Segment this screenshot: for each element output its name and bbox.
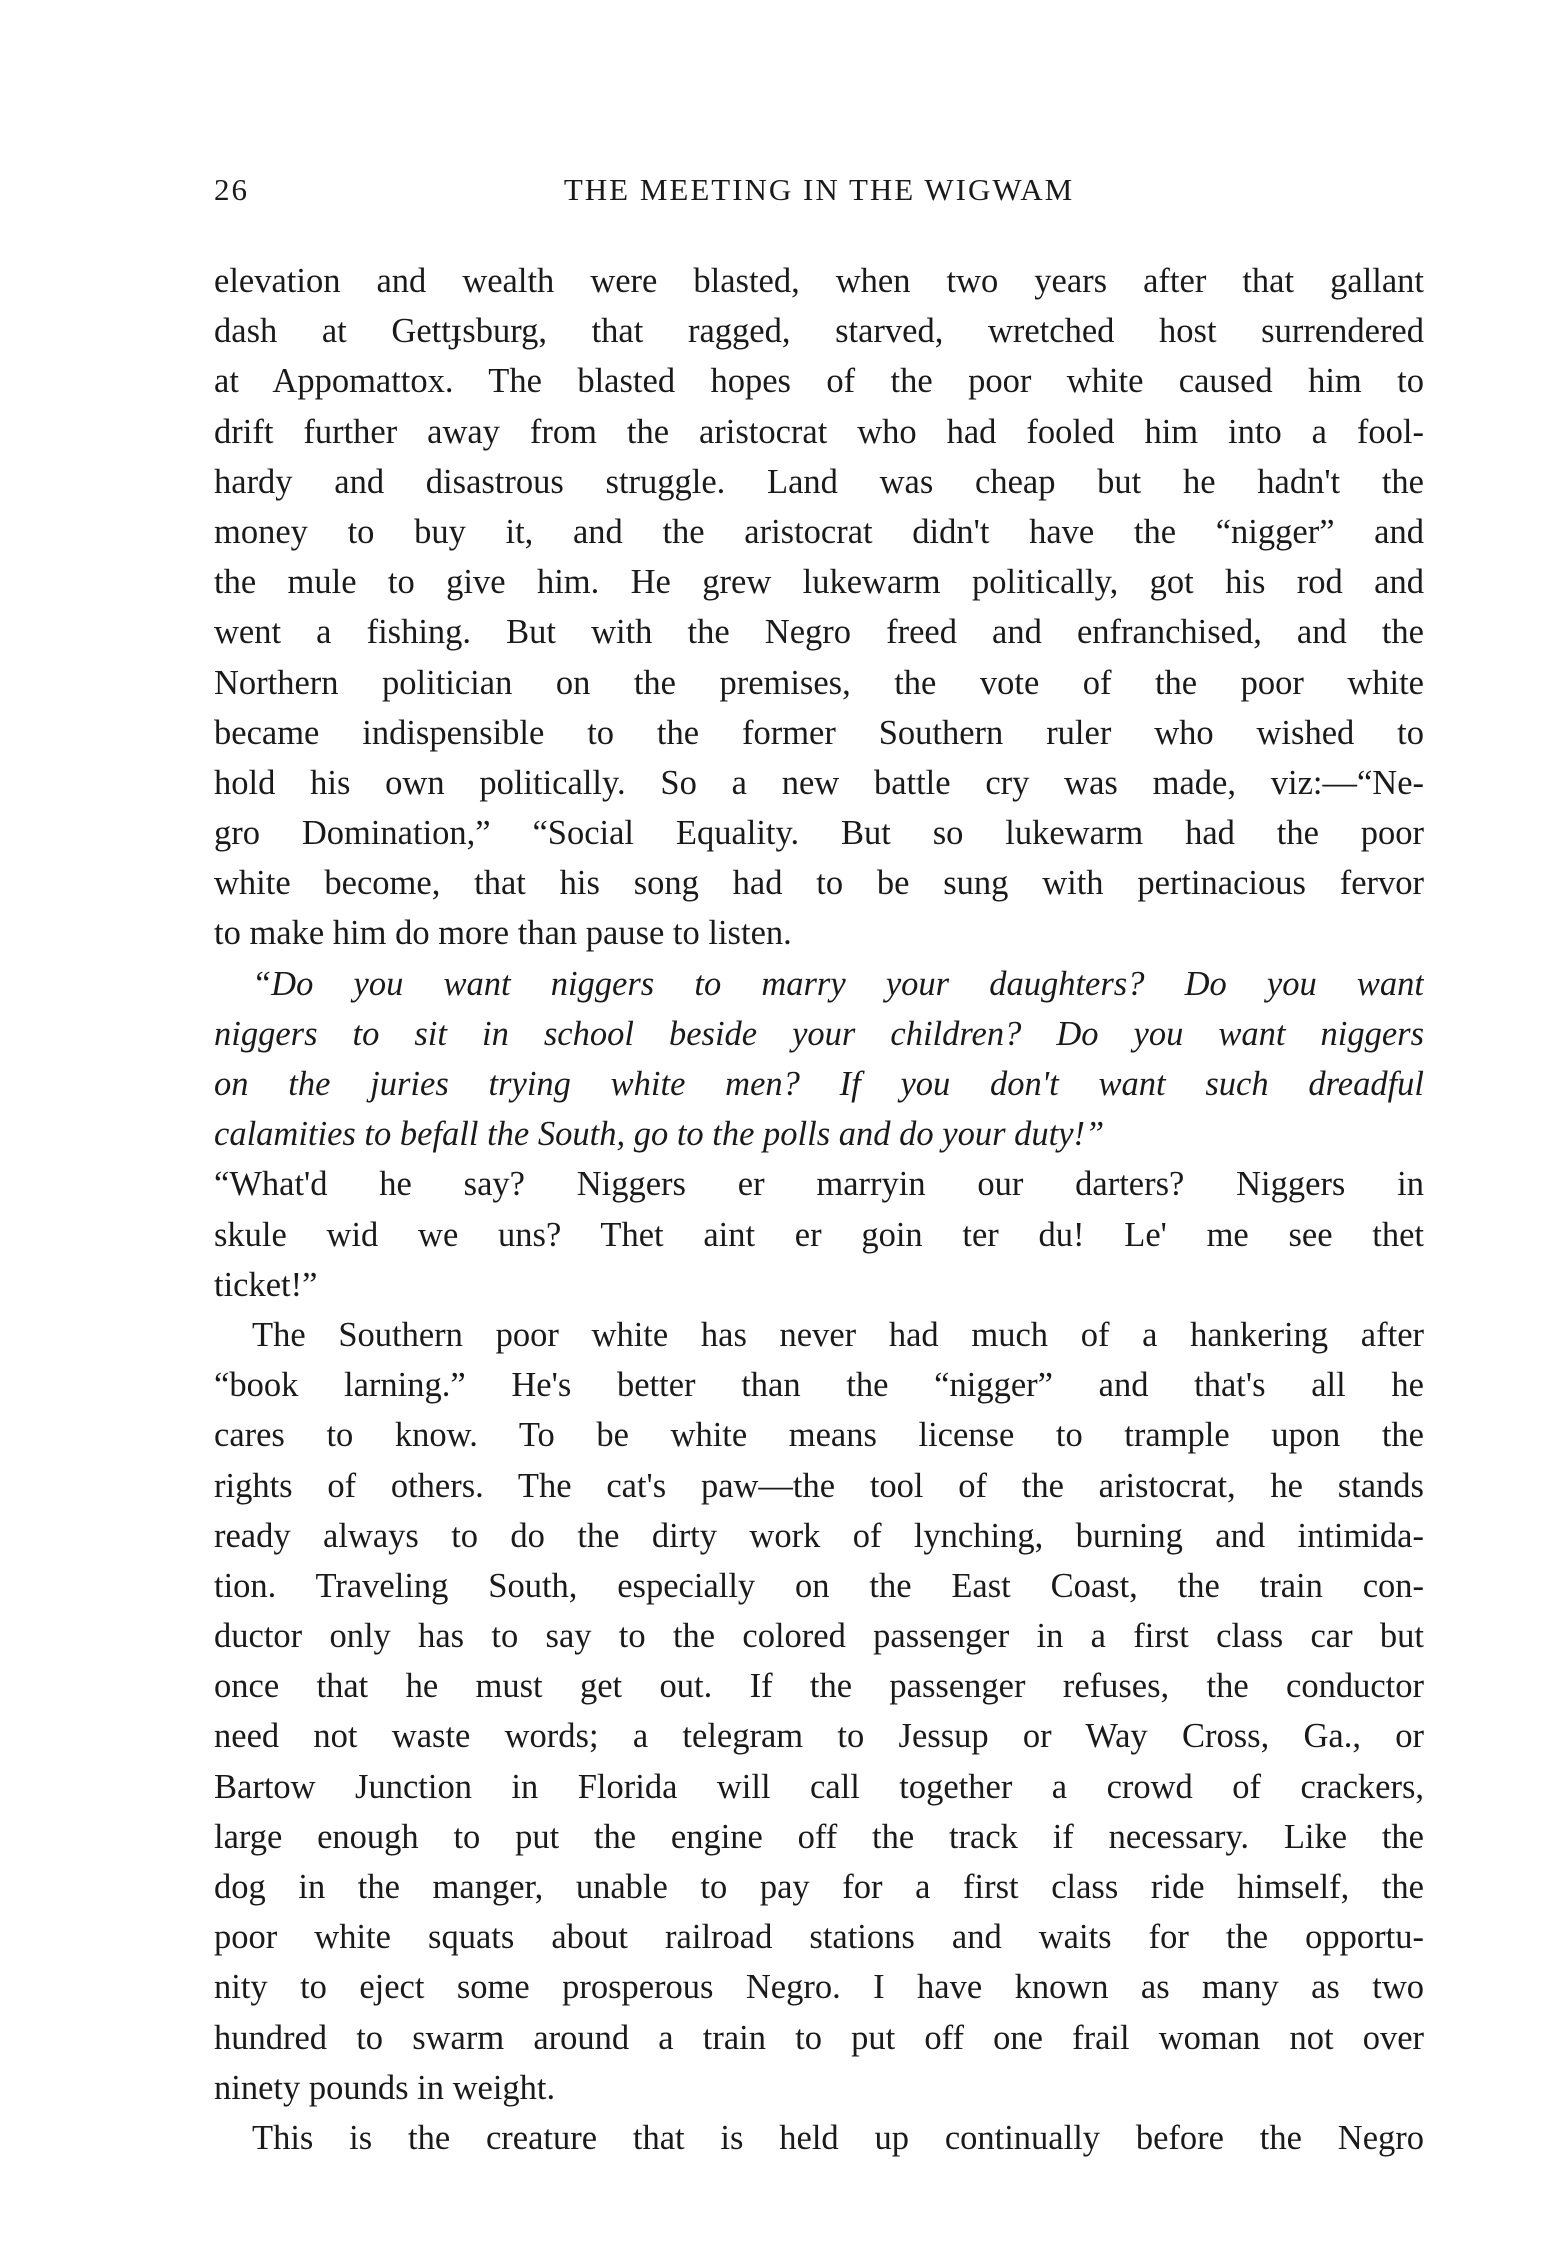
paragraph <box>214 1159 1424 1310</box>
paragraph <box>214 256 1424 959</box>
text-line: skule wid we uns? Thet aint er goin ter du! Le' me see thet <box>214 1215 1424 1254</box>
text-line: need not waste words; a telegram to Jessup or Way Cross, Ga., or <box>214 1717 1424 1756</box>
text-line: hardy and disastrous struggle. Land was cheap but he hadn't the <box>214 462 1424 501</box>
text-line: hold his own politically. So a new battle cry was made, viz:—“Ne- <box>214 763 1424 802</box>
text-line: large enough to put the engine off the track if necessary. Like the <box>214 1817 1424 1856</box>
paragraph <box>214 2113 1424 2163</box>
text-line: drift further away from the aristocrat who had fooled him into a fool- <box>214 412 1424 451</box>
running-title: THE MEETING IN THE WIGWAM <box>563 172 1075 207</box>
page-number: 26 <box>214 172 249 207</box>
text-line: ductor only has to say to the colored passenger in a first class car but <box>214 1617 1424 1656</box>
text-line: “What'd he say? Niggers er marryin our darters? Niggers in <box>214 1165 1424 1204</box>
text-line: poor white squats about railroad stations and waits for the opportu- <box>214 1918 1424 1957</box>
text-line: to make him do more than pause to listen. <box>214 914 792 953</box>
text-line: tion. Traveling South, especially on the East Coast, the train con- <box>214 1566 1424 1605</box>
text-line: calamities to befall the South, go to the polls and do your duty!” <box>214 1115 1105 1154</box>
text-line: the mule to give him. He grew lukewarm politically, got his rod and <box>214 563 1424 602</box>
text-line: white become, that his song had to be sung with pertinacious fervor <box>214 864 1424 903</box>
text-line: “book larning.” He's better than the “nigger” and that's all he <box>214 1366 1424 1405</box>
page-header <box>214 172 1424 216</box>
text-line: gro Domination,” “Social Equality. But so lukewarm had the poor <box>214 814 1424 853</box>
paragraph <box>214 959 1424 1160</box>
text-line: The Southern poor white has never had much of a hankering after <box>252 1315 1424 1354</box>
text-line: hundred to swarm around a train to put off one frail woman not over <box>214 2018 1424 2057</box>
text-line: niggers to sit in school beside your children? Do you want niggers <box>214 1014 1424 1053</box>
text-line: became indispensible to the former Southern ruler who wished to <box>214 713 1424 752</box>
text-line: went a fishing. But with the Negro freed and enfranchised, and the <box>214 613 1424 652</box>
paragraph <box>214 1310 1424 2113</box>
text-line: rights of others. The cat's paw—the tool of the aristocrat, he stands <box>214 1466 1424 1505</box>
text-line: on the juries trying white men? If you don't want such dreadful <box>214 1065 1424 1103</box>
text-line: cares to know. To be white means license to trample upon the <box>214 1416 1424 1455</box>
text-line: dog in the manger, unable to pay for a first class ride himself, the <box>214 1868 1424 1906</box>
text-line: nity to eject some prosperous Negro. I have known as many as two <box>214 1968 1424 2007</box>
text-line: Northern politician on the premises, the vote of the poor white <box>214 663 1424 702</box>
text-line: ready always to do the dirty work of lynching, burning and intimida- <box>214 1516 1424 1555</box>
text-line: “Do you want niggers to marry your daughters? Do you want <box>252 964 1424 1003</box>
text-line: ninety pounds in weight. <box>214 2068 556 2107</box>
text-line: This is the creature that is held up continually before the Negro <box>252 2118 1424 2157</box>
text-line: money to buy it, and the aristocrat didn't have the “nigger” and <box>214 512 1424 551</box>
text-line: once that he must get out. If the passenger refuses, the conductor <box>214 1667 1424 1706</box>
text-line: ticket!” <box>214 1265 318 1304</box>
body-text <box>214 256 1424 2163</box>
text-line: Bartow Junction in Florida will call together a crowd of crackers, <box>214 1767 1424 1806</box>
text-line: elevation and wealth were blasted, when two years after that gallant <box>214 262 1424 300</box>
text-line: dash at Gettɟsburg, that ragged, starved, wretched host surrendered <box>214 312 1424 351</box>
text-line: at Appomattox. The blasted hopes of the poor white caused him to <box>214 362 1424 401</box>
